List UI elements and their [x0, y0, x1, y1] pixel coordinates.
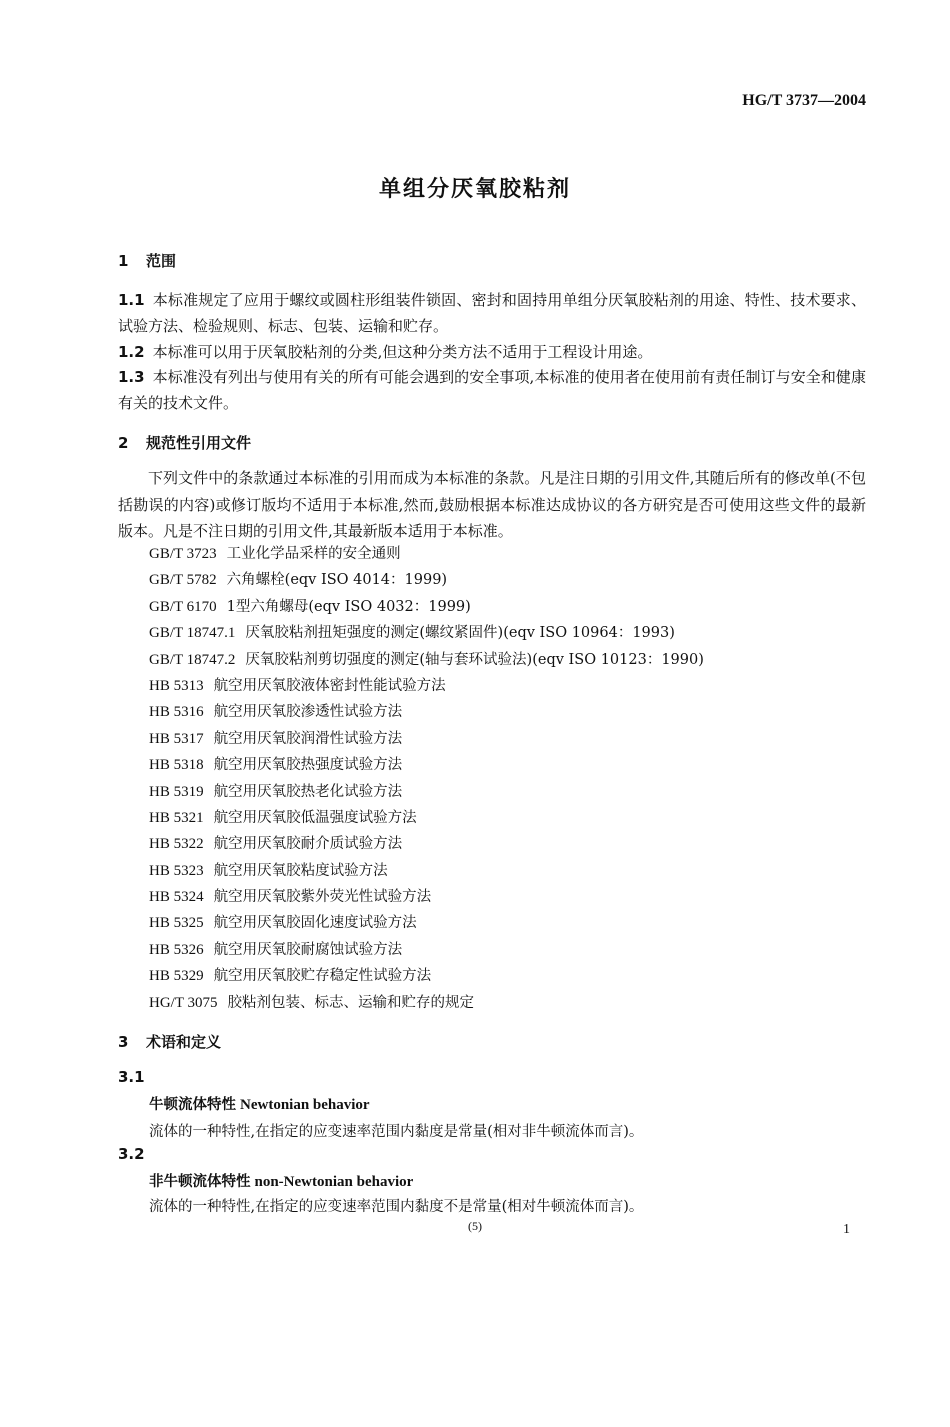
normative-references-intro: 下列文件中的条款通过本标准的引用而成为本标准的条款。凡是注日期的引用文件,其随后所有的修改单(不包括勘误的内容)或修订版均不适用于本标准,然而,鼓励根据本标准达成协议的各方研究是否可使用这些文件的最新版本。凡是不注日期的引用文件,其最新版本适用于本标准。 [118, 469, 866, 540]
reference-title: 航空用厌氧胶液体密封性能试验方法 [213, 677, 446, 694]
term-number: 3.2 [118, 1145, 145, 1163]
reference-item [149, 752, 704, 778]
document-code: HG/T 3737—2004 [742, 92, 866, 109]
reference-item [149, 779, 704, 805]
reference-list [149, 541, 704, 1016]
section-number: 3 [118, 1033, 129, 1051]
reference-title: 航空用厌氧胶固化速度试验方法 [213, 915, 417, 932]
clause-text: 本标准可以用于厌氧胶粘剂的分类,但这种分类方法不适用于工程设计用途。 [152, 343, 653, 361]
reference-title: 厌氧胶粘剂剪切强度的测定(轴与套环试验法)(eqv ISO 10123：1990) [245, 651, 704, 668]
page-number: 1 [843, 1222, 850, 1237]
section-number: 2 [118, 434, 129, 452]
reference-code: HB 5321 [149, 809, 204, 826]
reference-title: 航空用厌氧胶热强度试验方法 [213, 757, 403, 774]
section-title: 范围 [146, 252, 177, 270]
reference-code: GB/T 5782 [149, 572, 217, 589]
reference-item [149, 647, 704, 673]
section-number: 1 [118, 252, 129, 270]
reference-title: 胶粘剂包装、标志、运输和贮存的规定 [227, 994, 474, 1011]
reference-item [149, 541, 704, 567]
section-title: 规范性引用文件 [146, 434, 252, 452]
reference-code: GB/T 18747.2 [149, 651, 236, 668]
reference-code: HB 5323 [149, 862, 204, 879]
term-name [149, 1093, 370, 1114]
reference-title: 工业化学品采样的安全通则 [226, 546, 401, 562]
reference-code: GB/T 6170 [149, 598, 217, 615]
reference-title: 航空用厌氧胶热老化试验方法 [213, 783, 403, 800]
reference-item [149, 699, 704, 725]
reference-title: 航空用厌氧胶贮存稳定性试验方法 [213, 968, 432, 985]
reference-title: 航空用厌氧胶耐介质试验方法 [213, 836, 403, 853]
reference-item [149, 594, 704, 620]
reference-code: HB 5325 [149, 915, 204, 932]
reference-item [149, 831, 704, 857]
reference-title: 六角螺栓(eqv ISO 4014：1999) [226, 572, 448, 589]
section-1-heading [118, 250, 176, 271]
reference-code: HB 5313 [149, 677, 204, 694]
clause-1-3 [118, 364, 866, 416]
reference-code: HB 5317 [149, 730, 204, 747]
term-name-en: Newtonian behavior [240, 1097, 370, 1113]
reference-title: 航空用厌氧胶耐腐蚀试验方法 [213, 941, 403, 958]
reference-code: HB 5322 [149, 836, 204, 853]
reference-code: HB 5326 [149, 941, 204, 958]
reference-code: HB 5319 [149, 783, 204, 800]
reference-item [149, 805, 704, 831]
reference-title: 厌氧胶粘剂扭矩强度的测定(螺纹紧固件)(eqv ISO 10964：1993) [245, 625, 675, 642]
reference-item [149, 990, 704, 1016]
page-reference: (5) [468, 1219, 482, 1233]
reference-item [149, 858, 704, 884]
reference-item [149, 673, 704, 699]
clause-1-1 [118, 287, 866, 339]
reference-item [149, 567, 704, 593]
clause-number: 1.3 [118, 368, 145, 386]
clause-1-2 [118, 339, 866, 365]
reference-title: 航空用厌氧胶粘度试验方法 [213, 862, 388, 879]
clause-number: 1.1 [118, 291, 145, 309]
reference-code: HG/T 3075 [149, 994, 218, 1011]
reference-title: 1型六角螺母(eqv ISO 4032：1999) [226, 598, 471, 615]
reference-code: HB 5316 [149, 704, 204, 721]
reference-title: 航空用厌氧胶紫外荧光性试验方法 [213, 889, 432, 906]
reference-item [149, 937, 704, 963]
reference-code: HB 5318 [149, 757, 204, 774]
section-title: 术语和定义 [146, 1033, 222, 1051]
clause-text: 本标准规定了应用于螺纹或圆柱形组装件锁固、密封和固持用单组分厌氧胶粘剂的用途、特性、技术要求、试验方法、检验规则、标志、包装、运输和贮存。 [118, 291, 866, 335]
reference-code: HB 5324 [149, 889, 204, 906]
reference-code: GB/T 18747.1 [149, 625, 236, 642]
reference-title: 航空用厌氧胶渗透性试验方法 [213, 704, 403, 721]
reference-code: GB/T 3723 [149, 546, 217, 562]
reference-item [149, 620, 704, 646]
term-number: 3.1 [118, 1068, 145, 1086]
section-2-heading [118, 432, 251, 453]
reference-item [149, 910, 704, 936]
section-3-heading [118, 1031, 221, 1052]
page-title: 单组分厌氧胶粘剂 [378, 177, 571, 202]
reference-item [149, 726, 704, 752]
term-name-en: non-Newtonian behavior [254, 1174, 414, 1190]
reference-title: 航空用厌氧胶润滑性试验方法 [213, 730, 403, 747]
reference-title: 航空用厌氧胶低温强度试验方法 [213, 809, 417, 826]
term-name-cn: 非牛顿流体特性 [149, 1174, 251, 1190]
term-definition: 流体的一种特性,在指定的应变速率范围内黏度不是常量(相对牛顿流体而言)。 [149, 1199, 644, 1215]
clause-text: 本标准没有列出与使用有关的所有可能会遇到的安全事项,本标准的使用者在使用前有责任制订与安全和健康有关的技术文件。 [118, 368, 866, 412]
reference-code: HB 5329 [149, 968, 204, 985]
reference-item [149, 963, 704, 989]
term-name [149, 1170, 413, 1191]
term-definition: 流体的一种特性,在指定的应变速率范围内黏度是常量(相对非牛顿流体而言)。 [149, 1124, 644, 1140]
term-name-cn: 牛顿流体特性 [149, 1097, 236, 1113]
reference-item [149, 884, 704, 910]
clause-number: 1.2 [118, 343, 145, 361]
